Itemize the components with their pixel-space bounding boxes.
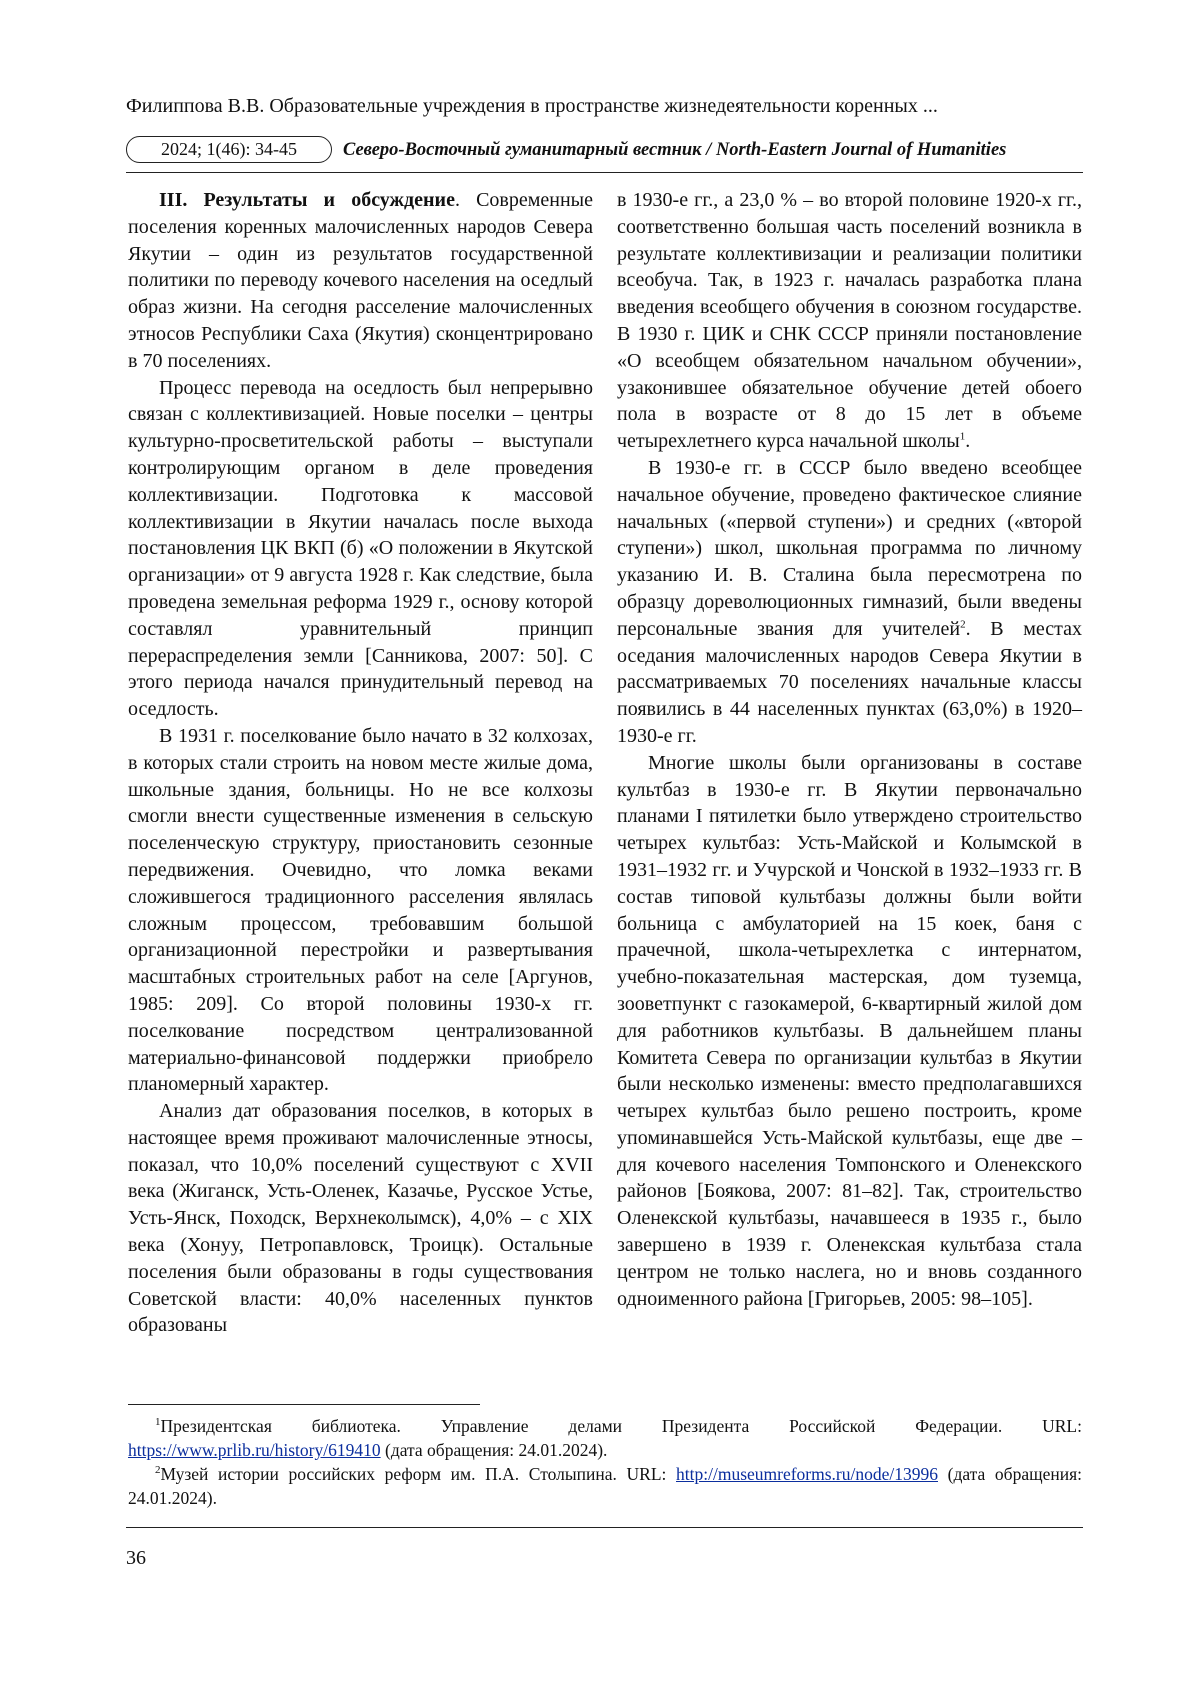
footnote-text: (дата обращения: 24.01.2024). (128, 1464, 1082, 1508)
issue-badge: 2024; 1(46): 34-45 (126, 136, 332, 163)
paragraph (128, 187, 593, 375)
paragraph (617, 187, 1082, 455)
footnote-1 (128, 1414, 1082, 1462)
paragraph-text: В 1930-е гг. в СССР было введено всеобщее начальное обучение, проведено фактическое слияние начальных («первой ступени») и средних («второй ступени») школ, школьная программа по личному указанию И. В. Сталина была пересмотрена по образцу дореволюционных гимназий, были введены персональные звания для учителей (617, 456, 1082, 640)
footnote-ref: 1 (959, 430, 966, 443)
footnotes (128, 1414, 1082, 1510)
paragraph-text: . Современные поселения коренных малочисленных народов Севера Якутии – один из результатов государственной политики по переводу кочевого населения на оседлый образ жизни. На сегодня расселение малочисленных этносов Республики Саха (Якутия) сконцентрировано в 70 поселениях. (128, 189, 593, 372)
footnote-mark: 1 (155, 1416, 161, 1429)
footnote-ref: 2 (960, 618, 966, 631)
paragraph-end: . (965, 430, 971, 453)
section-heading: III. Результаты и обсуждение (159, 189, 455, 211)
footnote-link[interactable]: https://www.prlib.ru/history/619410 (128, 1440, 381, 1460)
paragraph: Анализ дат образования поселков, в которых в настоящее время проживают малочисленные этносы, показал, что 10,0% поселений существуют с XVII века (Жиганск, Усть-Оленек, Казачье, Русское Устье, Усть-Янск, Походск, Верхнеколымск), 4,0% – с XIX века (Хонуу, Петропавловск, Троицк). Остальные поселения были образованы в годы существования Советской власти: 40,0% населенных пунктов образованы (128, 1100, 593, 1337)
right-column (617, 187, 1082, 1312)
footnote-2 (128, 1462, 1082, 1510)
paragraph-text: . В местах оседания малочисленных народов Севера Якутии в рассматриваемых 70 поселениях начальные классы появились в 44 населенных пунктах (63,0%) в 1920–1930-е гг. (617, 617, 1082, 747)
left-column (128, 187, 593, 1339)
running-title: Филиппова В.В. Образовательные учреждения в пространстве жизнедеятельности коренных ... (126, 95, 938, 117)
footnote-link[interactable]: http://museumreforms.ru/node/13996 (676, 1464, 938, 1484)
paragraph: В 1931 г. поселкование было начато в 32 колхозах, в которых стали строить на новом месте жилые дома, школьные здания, больницы. Но не все колхозы смогли внести существенные изменения в сельскую поселенческую структуру, приостановить сезонные передвижения. Очевидно, что ломка веками сложившегося традиционного расселения являлась сложным процессом, требовавшим большой организационной перестройки и развертывания масштабных строительных работ на селе [Аргунов, 1985: 209]. Со второй половины 1930-х гг. поселкование посредством централизованной материально-финансовой поддержки приобрело планомерный характер. (128, 724, 593, 1096)
footnote-mark: 2 (155, 1464, 161, 1477)
footnote-rule (128, 1404, 480, 1405)
paragraph-text: в 1930-е гг., а 23,0 % – во второй половине 1920-х гг., соответственно большая часть поселений возникла в результате коллективизации и реализации политики всеобуча. Так, в 1923 г. началась разработка плана введения всеобщего обучения в союзном государстве. В 1930 г. ЦИК и СНК СССР приняли постановление «О всеобщем обязательном начальном обучении», узаконившее обязательное обучение детей обоего пола в возрасте от 8 до 15 лет в объеме четырехлетнего курса начальной школы (617, 189, 1082, 453)
footer-rule (126, 1527, 1083, 1528)
page-number: 36 (126, 1547, 146, 1569)
journal-name: Северо-Восточный гуманитарный вестник / North-Eastern Journal of Humanities (343, 140, 1007, 160)
paragraph: Процесс перевода на оседлость был непрерывно связан с коллективизацией. Новые поселки – центры культурно-просветительской работы – выступали контролирующим органом в деле проведения коллективизации. Подготовка к массовой коллективизации в Якутии началась после выхода постановления ЦК ВКП (б) «О положении в Якутской организации» от 9 августа 1928 г. Как следствие, была проведена земельная реформа 1929 г., основу которой составлял уравнительный принцип перераспределения земли [Санникова, 2007: 50]. С этого периода начался принудительный перевод на оседлость. (128, 376, 593, 721)
footnote-text: Музей истории российских реформ им. П.А. Столыпина. URL: (160, 1464, 677, 1484)
header-rule (126, 172, 1083, 173)
paragraph (617, 455, 1082, 750)
paragraph: Многие школы были организованы в составе культбаз в 1930-е гг. В Якутии первоначально планами I пятилетки было утверждено строительство четырех культбаз: Усть-Майской и Колымской в 1931–1932 гг. и Учурской и Чонской в 1932–1933 гг. В состав типовой культбазы должны были войти больница с амбулаторией на 15 коек, баня с прачечной, школа-четырехлетка с интернатом, учебно-показательная мастерская, дом туземца, зооветпункт с газокамерой, 6-квартирный жилой дом для работников культбазы. В дальнейшем планы Комитета Севера по организации культбаз в Якутии были несколько изменены: вместо предполагавшихся четырех культбаз было решено построить, кроме упоминавшейся Усть-Майской культбазы, еще две – для кочевого населения Томпонского и Оленекского районов [Боякова, 2007: 81–82]. Так, строительство Оленекской культбазы, начавшееся в 1935 г., было завершено в 1939 г. Оленекская культбаза стала центром не только наслега, но и вновь созданного одноименного района [Григорьев, 2005: 98–105]. (617, 751, 1082, 1310)
footnote-text: Президентская библиотека. Управление делами Президента Российской Федерации. URL: (160, 1416, 1082, 1436)
footnote-text: (дата обращения: 24.01.2024). (380, 1440, 608, 1460)
